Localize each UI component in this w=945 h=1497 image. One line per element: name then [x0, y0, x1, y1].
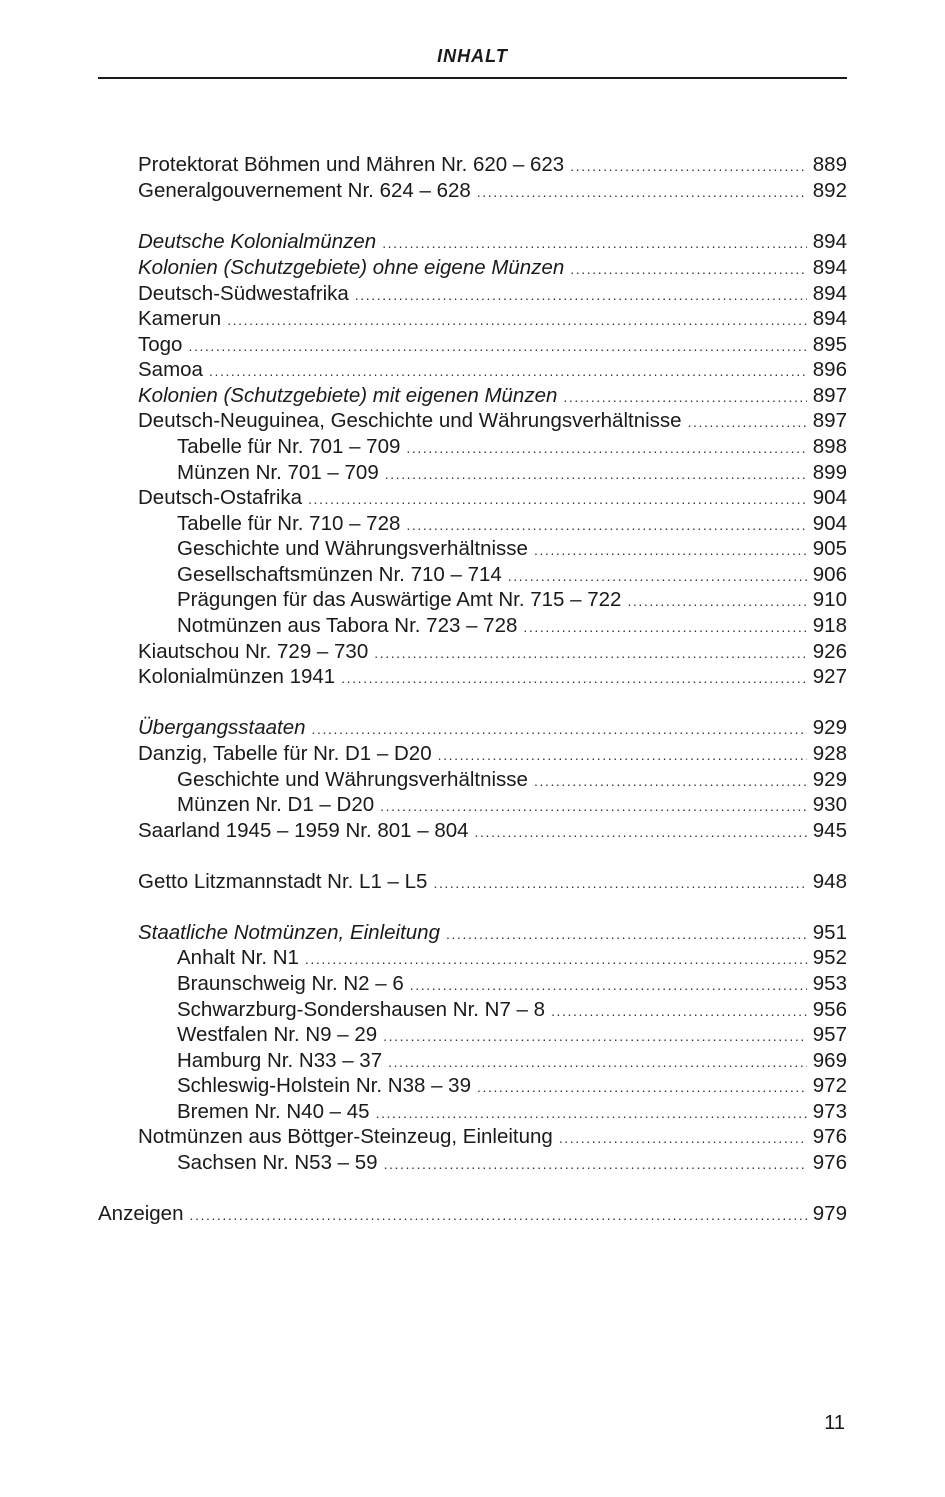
toc-entry-page: 898: [807, 434, 847, 460]
toc-entry-page: 894: [807, 306, 847, 332]
toc-entry: [138, 281, 847, 307]
toc-entry-label: Deutsch-Neuguinea, Geschichte und Währungsverhältnisse: [138, 408, 688, 434]
toc-entry: [138, 152, 847, 178]
toc-entry: [138, 664, 847, 690]
toc-entry-label: Braunschweig Nr. N2 – 6: [177, 971, 410, 997]
toc-entry: [177, 613, 847, 639]
dot-leader: [570, 153, 807, 179]
toc-entry-label: Kiautschou Nr. 729 – 730: [138, 639, 374, 665]
toc-entry: [138, 178, 847, 204]
toc-entry: [177, 1150, 847, 1176]
toc-entry-page: 910: [807, 587, 847, 613]
toc-entry: [177, 511, 847, 537]
toc-entry-label: Deutsche Kolonialmünzen: [138, 229, 382, 255]
dot-leader: [376, 1100, 807, 1126]
dot-leader: [384, 1151, 807, 1177]
toc-entry-page: 895: [807, 332, 847, 358]
toc-entry-label: Anhalt Nr. N1: [177, 945, 305, 971]
toc-entry-label: Togo: [138, 332, 188, 358]
dot-leader: [308, 486, 807, 512]
toc-entry: [138, 1124, 847, 1150]
dot-leader: [563, 384, 806, 410]
page-number: 11: [824, 1412, 845, 1434]
toc-entry: [177, 1022, 847, 1048]
dot-leader: [388, 1049, 807, 1075]
toc-entry: [177, 434, 847, 460]
toc-entry: [177, 1048, 847, 1074]
dot-leader: [383, 1023, 807, 1049]
dot-leader: [189, 1202, 806, 1228]
dot-leader: [627, 588, 806, 614]
dot-leader: [477, 179, 807, 205]
toc-entry-label: Kolonien (Schutzgebiete) mit eigenen Münzen: [138, 383, 563, 409]
toc-entry-page: 929: [807, 767, 847, 793]
toc-entry-page: 927: [807, 664, 847, 690]
toc-entry: [177, 1073, 847, 1099]
toc-entry: [138, 818, 847, 844]
toc-entry: [177, 1099, 847, 1125]
toc-entry-label: Samoa: [138, 357, 209, 383]
toc-entry-label: Übergangsstaaten: [138, 715, 312, 741]
toc-entry-label: Kolonien (Schutzgebiete) ohne eigene Münzen: [138, 255, 570, 281]
dot-leader: [534, 537, 807, 563]
dot-leader: [475, 819, 807, 845]
toc-entry: [138, 741, 847, 767]
toc-entry-label: Notmünzen aus Böttger-Steinzeug, Einleitung: [138, 1124, 559, 1150]
toc-entry-page: 957: [807, 1022, 847, 1048]
toc-entry-label: Geschichte und Währungsverhältnisse: [177, 536, 534, 562]
toc-entry: [177, 997, 847, 1023]
toc-entry-page: 892: [807, 178, 847, 204]
running-header: INHALT: [437, 46, 508, 66]
toc-entry-label: Bremen Nr. N40 – 45: [177, 1099, 376, 1125]
toc-entry-label: Kamerun: [138, 306, 227, 332]
dot-leader: [477, 1074, 807, 1100]
toc-entry-label: Schwarzburg-Sondershausen Nr. N7 – 8: [177, 997, 551, 1023]
toc-entry-page: 951: [807, 920, 847, 946]
toc-entry: [138, 485, 847, 511]
toc-entry-page: 899: [807, 460, 847, 486]
toc-entry-page: 918: [807, 613, 847, 639]
toc-entry-page: 976: [807, 1124, 847, 1150]
toc-entry-label: Tabelle für Nr. 701 – 709: [177, 434, 406, 460]
dot-leader: [688, 409, 807, 435]
toc-entry: [177, 587, 847, 613]
toc-entry-page: 894: [807, 229, 847, 255]
dot-leader: [374, 640, 807, 666]
dot-leader: [385, 461, 807, 487]
dot-leader: [188, 333, 806, 359]
toc-entry-page: 904: [807, 511, 847, 537]
toc-entry: [138, 869, 847, 895]
toc-entry-label: Gesellschaftsmünzen Nr. 710 – 714: [177, 562, 508, 588]
toc-entry-page: 945: [807, 818, 847, 844]
dot-leader: [406, 512, 806, 538]
toc-entry: [177, 792, 847, 818]
dot-leader: [508, 563, 807, 589]
toc-entry: [138, 306, 847, 332]
toc-entry-label: Protektorat Böhmen und Mähren Nr. 620 – 623: [138, 152, 570, 178]
toc-entry-page: 929: [807, 715, 847, 741]
toc-entry-label: Sachsen Nr. N53 – 59: [177, 1150, 384, 1176]
toc-entry: [138, 229, 847, 255]
toc-entry-label: Münzen Nr. 701 – 709: [177, 460, 385, 486]
dot-leader: [438, 742, 807, 768]
toc-entry-label: Westfalen Nr. N9 – 29: [177, 1022, 383, 1048]
toc-entry-page: 897: [807, 383, 847, 409]
toc-entry-page: 973: [807, 1099, 847, 1125]
toc-entry: [138, 255, 847, 281]
dot-leader: [523, 614, 806, 640]
toc-entry: [177, 767, 847, 793]
toc-entry-page: 904: [807, 485, 847, 511]
dot-leader: [446, 921, 807, 947]
dot-leader: [551, 998, 807, 1024]
header-rule: [98, 77, 847, 79]
toc-entry-label: Schleswig-Holstein Nr. N38 – 39: [177, 1073, 477, 1099]
dot-leader: [433, 870, 806, 896]
toc-entry: [98, 1201, 847, 1227]
toc-entry-page: 952: [807, 945, 847, 971]
toc-entry-label: Generalgouvernement Nr. 624 – 628: [138, 178, 477, 204]
dot-leader: [305, 946, 807, 972]
toc-entry-page: 956: [807, 997, 847, 1023]
toc-entry-page: 928: [807, 741, 847, 767]
toc-entry-page: 976: [807, 1150, 847, 1176]
toc-entry-label: Getto Litzmannstadt Nr. L1 – L5: [138, 869, 433, 895]
dot-leader: [209, 358, 807, 384]
toc-entry: [138, 408, 847, 434]
toc-entry-label: Saarland 1945 – 1959 Nr. 801 – 804: [138, 818, 475, 844]
toc-entry: [138, 715, 847, 741]
toc-entry-label: Staatliche Notmünzen, Einleitung: [138, 920, 446, 946]
toc-entry-page: 894: [807, 281, 847, 307]
toc-entry: [138, 639, 847, 665]
dot-leader: [559, 1125, 807, 1151]
toc-entry-label: Hamburg Nr. N33 – 37: [177, 1048, 388, 1074]
toc-entry-page: 889: [807, 152, 847, 178]
toc-entry-page: 930: [807, 792, 847, 818]
toc-entry-label: Tabelle für Nr. 710 – 728: [177, 511, 406, 537]
toc-entry: [138, 357, 847, 383]
toc-entry-label: Notmünzen aus Tabora Nr. 723 – 728: [177, 613, 523, 639]
toc-entry-label: Münzen Nr. D1 – D20: [177, 792, 380, 818]
toc-entry-page: 906: [807, 562, 847, 588]
toc-entry-page: 894: [807, 255, 847, 281]
dot-leader: [382, 230, 807, 256]
dot-leader: [227, 307, 807, 333]
toc-entry-label: Geschichte und Währungsverhältnisse: [177, 767, 534, 793]
toc-entry: [138, 332, 847, 358]
toc-entry: [177, 971, 847, 997]
toc-entry-page: 953: [807, 971, 847, 997]
toc-entry-label: Deutsch-Südwestafrika: [138, 281, 355, 307]
toc-entry: [177, 562, 847, 588]
toc-entry-page: 979: [807, 1201, 847, 1227]
toc-entry: [177, 536, 847, 562]
toc-entry-label: Anzeigen: [98, 1201, 189, 1227]
dot-leader: [534, 768, 807, 794]
toc-entry-label: Danzig, Tabelle für Nr. D1 – D20: [138, 741, 438, 767]
dot-leader: [406, 435, 806, 461]
dot-leader: [312, 716, 807, 742]
dot-leader: [380, 793, 807, 819]
toc-entry-page: 972: [807, 1073, 847, 1099]
toc-entry: [177, 460, 847, 486]
toc-entry: [138, 383, 847, 409]
toc-entry-label: Kolonialmünzen 1941: [138, 664, 341, 690]
toc-entry-page: 948: [807, 869, 847, 895]
dot-leader: [355, 282, 807, 308]
toc-entry: [177, 945, 847, 971]
toc-entry-page: 896: [807, 357, 847, 383]
toc-entry-page: 905: [807, 536, 847, 562]
toc-entry: [138, 920, 847, 946]
toc-entry-page: 897: [807, 408, 847, 434]
toc-entry-page: 969: [807, 1048, 847, 1074]
dot-leader: [341, 665, 807, 691]
toc-entry-page: 926: [807, 639, 847, 665]
dot-leader: [570, 256, 807, 282]
dot-leader: [410, 972, 807, 998]
toc-entry-label: Deutsch-Ostafrika: [138, 485, 308, 511]
toc-entry-label: Prägungen für das Auswärtige Amt Nr. 715 – 722: [177, 587, 627, 613]
